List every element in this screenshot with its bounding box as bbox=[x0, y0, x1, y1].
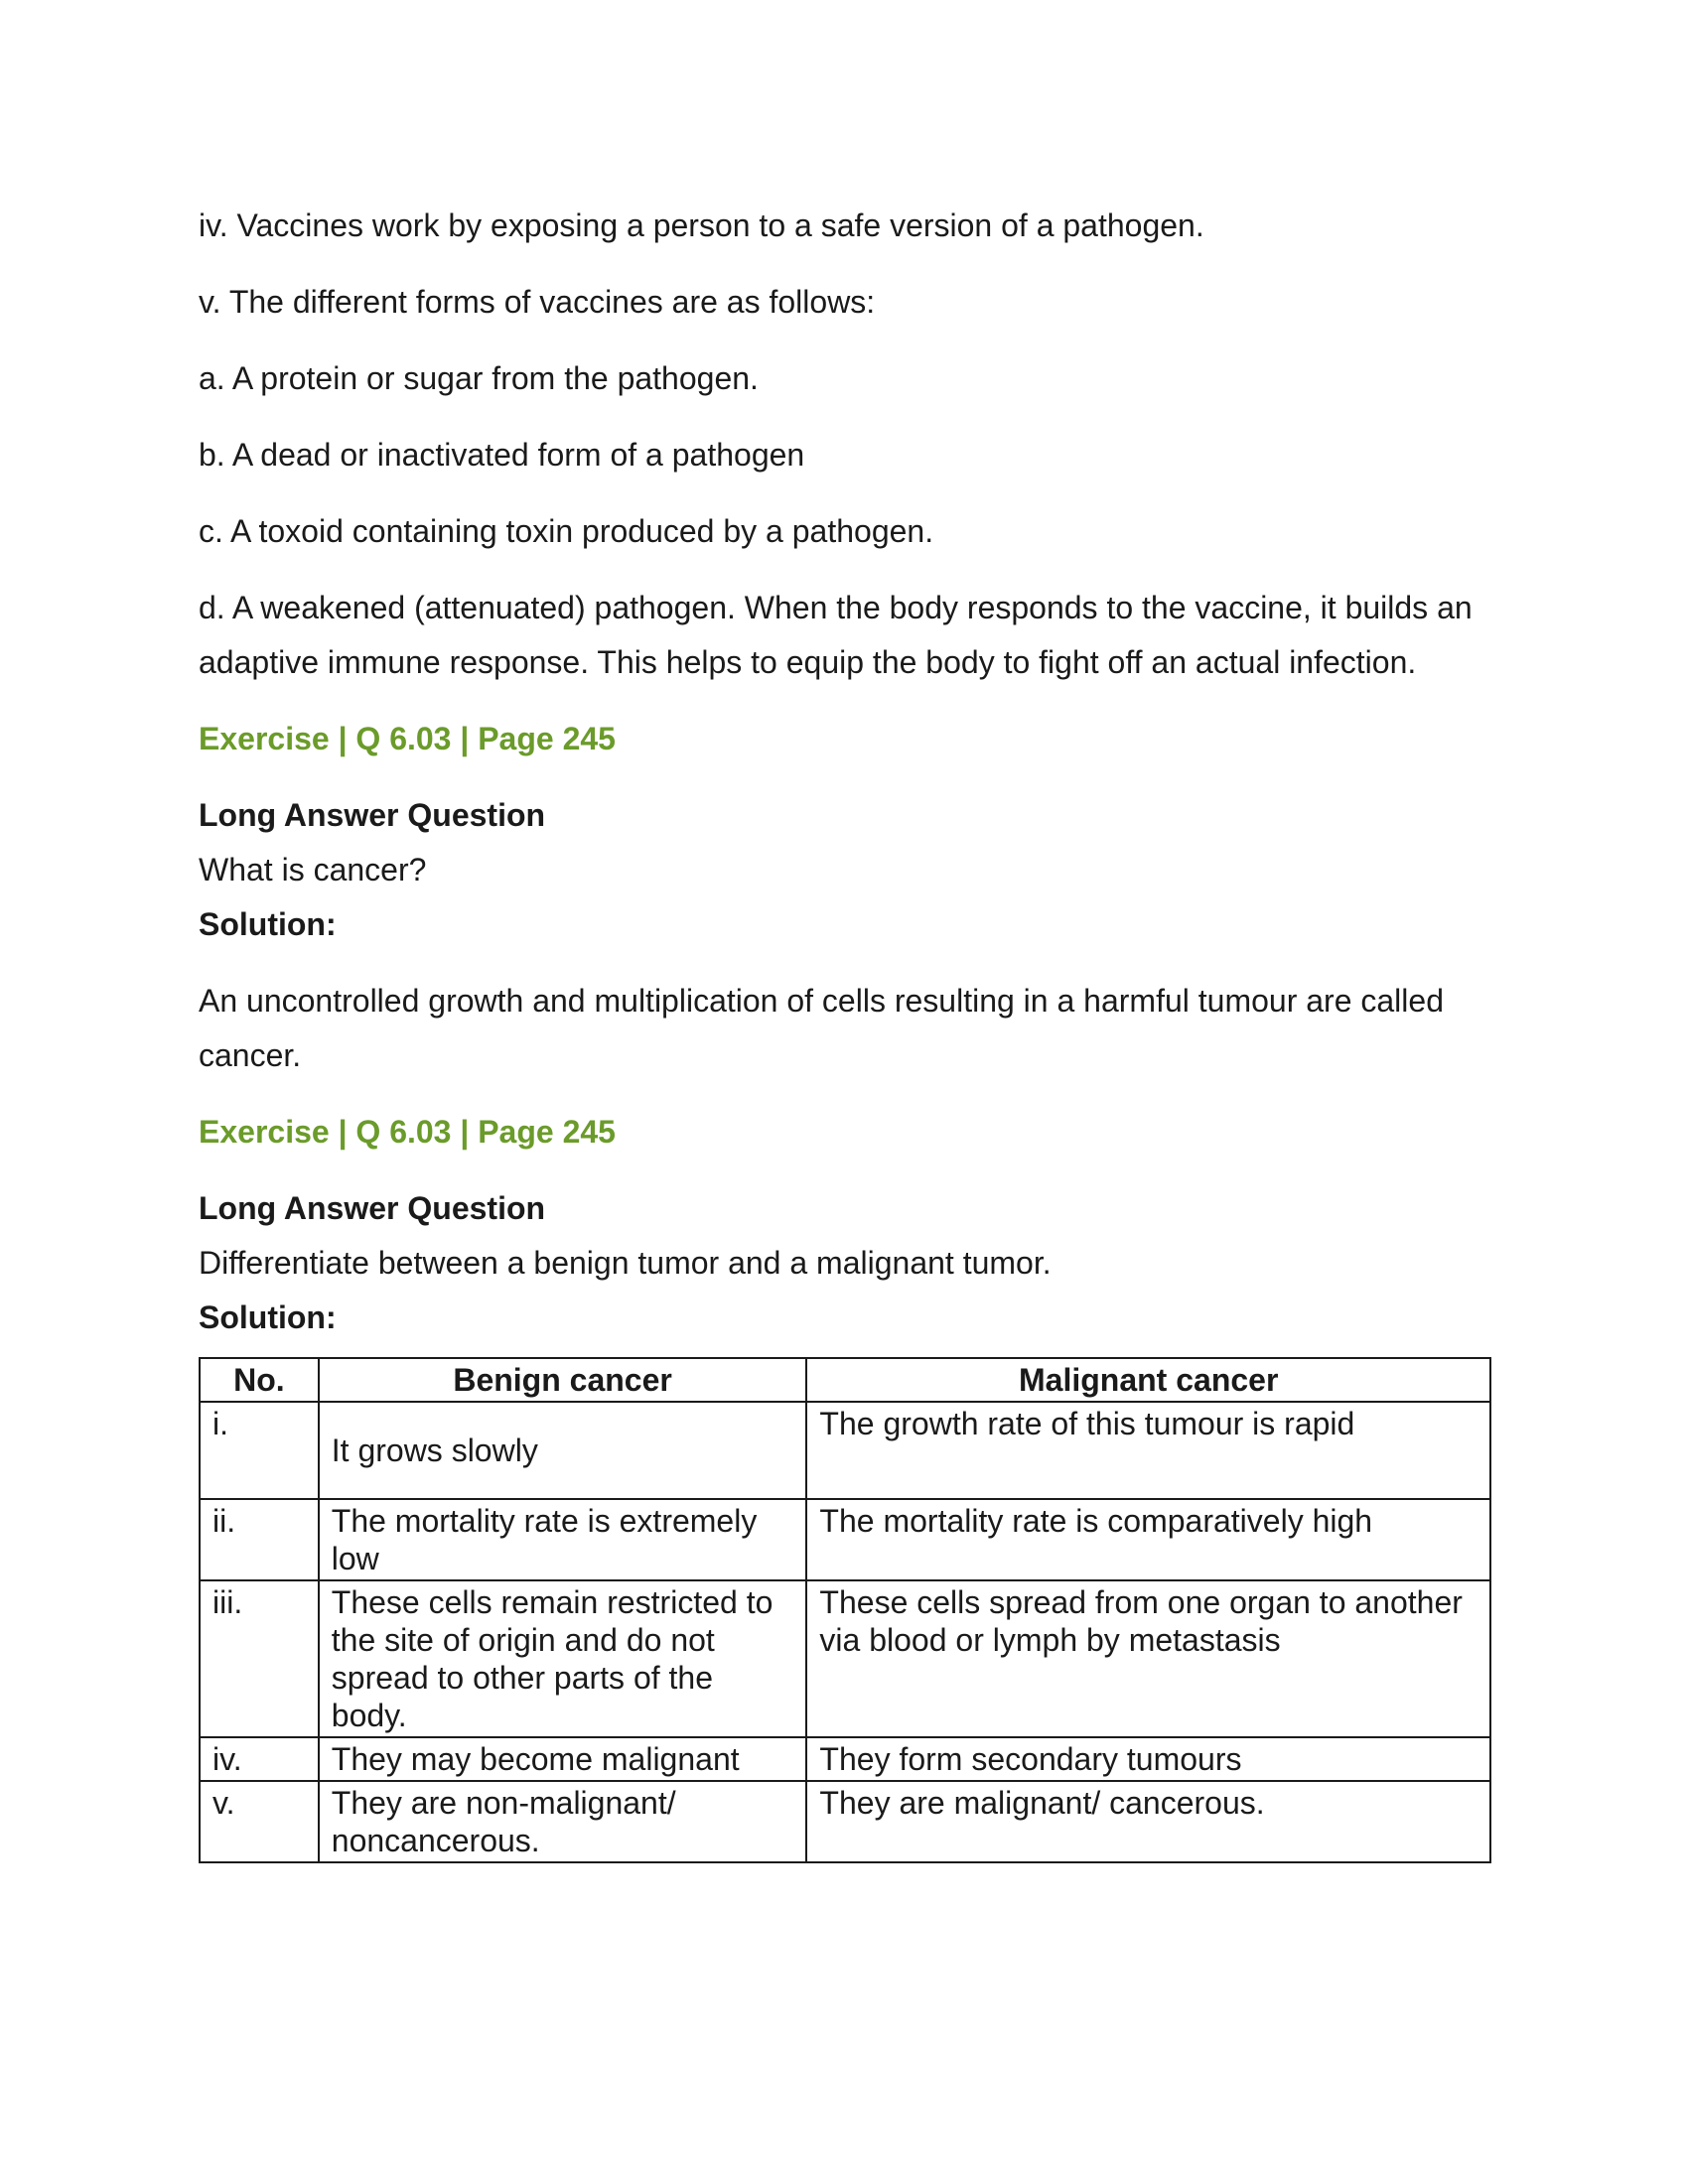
question-type-label: Long Answer Question bbox=[199, 1190, 546, 1226]
benign-cell: It grows slowly bbox=[319, 1402, 807, 1499]
vaccine-point-v: v. The different forms of vaccines are as follows: bbox=[199, 284, 876, 320]
vaccine-form-a: a. A protein or sugar from the pathogen. bbox=[199, 360, 759, 396]
malignant-cell: The growth rate of this tumour is rapid bbox=[806, 1402, 1490, 1499]
header-benign: Benign cancer bbox=[319, 1358, 807, 1402]
table-row bbox=[200, 1781, 1490, 1862]
question-text: Differentiate between a benign tumor and a malignant tumor. bbox=[199, 1245, 1052, 1281]
row-number: ii. bbox=[200, 1499, 319, 1580]
row-number: v. bbox=[200, 1781, 319, 1862]
malignant-cell: They form secondary tumours bbox=[806, 1737, 1490, 1781]
malignant-cell: These cells spread from one organ to another via blood or lymph by metastasis bbox=[806, 1580, 1490, 1737]
solution-label: Solution: bbox=[199, 906, 337, 942]
vaccine-form-b: b. A dead or inactivated form of a pathogen bbox=[199, 437, 805, 473]
vaccine-point-iv: iv. Vaccines work by exposing a person to a safe version of a pathogen. bbox=[199, 207, 1204, 243]
benign-cell: These cells remain restricted to the site of origin and do not spread to other parts of the body. bbox=[319, 1580, 807, 1737]
header-malignant: Malignant cancer bbox=[806, 1358, 1490, 1402]
header-no: No. bbox=[200, 1358, 319, 1402]
malignant-cell: They are malignant/ cancerous. bbox=[806, 1781, 1490, 1862]
comparison-table bbox=[199, 1357, 1491, 1863]
benign-cell: The mortality rate is extremely low bbox=[319, 1499, 807, 1580]
table-row bbox=[200, 1402, 1490, 1499]
document-page bbox=[199, 199, 1489, 1863]
question-type-label: Long Answer Question bbox=[199, 797, 546, 833]
benign-cell: They may become malignant bbox=[319, 1737, 807, 1781]
solution-label: Solution: bbox=[199, 1299, 337, 1335]
benign-cell: They are non-malignant/ noncancerous. bbox=[319, 1781, 807, 1862]
exercise-heading[interactable]: Exercise | Q 6.03 | Page 245 bbox=[199, 1114, 616, 1150]
row-number: iv. bbox=[200, 1737, 319, 1781]
question-text: What is cancer? bbox=[199, 852, 427, 887]
table-row bbox=[200, 1737, 1490, 1781]
table-header-row bbox=[200, 1358, 1490, 1402]
solution-text: An uncontrolled growth and multiplication of cells resulting in a harmful tumour are called cancer. bbox=[199, 983, 1444, 1073]
exercise-heading[interactable]: Exercise | Q 6.03 | Page 245 bbox=[199, 721, 616, 756]
question-cancer bbox=[199, 712, 1489, 1083]
row-number: i. bbox=[200, 1402, 319, 1499]
table-row bbox=[200, 1499, 1490, 1580]
vaccine-form-c: c. A toxoid containing toxin produced by a pathogen. bbox=[199, 513, 934, 549]
row-number: iii. bbox=[200, 1580, 319, 1737]
question-tumor bbox=[199, 1105, 1489, 1863]
malignant-cell: The mortality rate is comparatively high bbox=[806, 1499, 1490, 1580]
vaccine-form-d: d. A weakened (attenuated) pathogen. When the body responds to the vaccine, it builds an adaptive immune response. This helps to equip the body to fight off an actual infection. bbox=[199, 590, 1473, 680]
table-row bbox=[200, 1580, 1490, 1737]
